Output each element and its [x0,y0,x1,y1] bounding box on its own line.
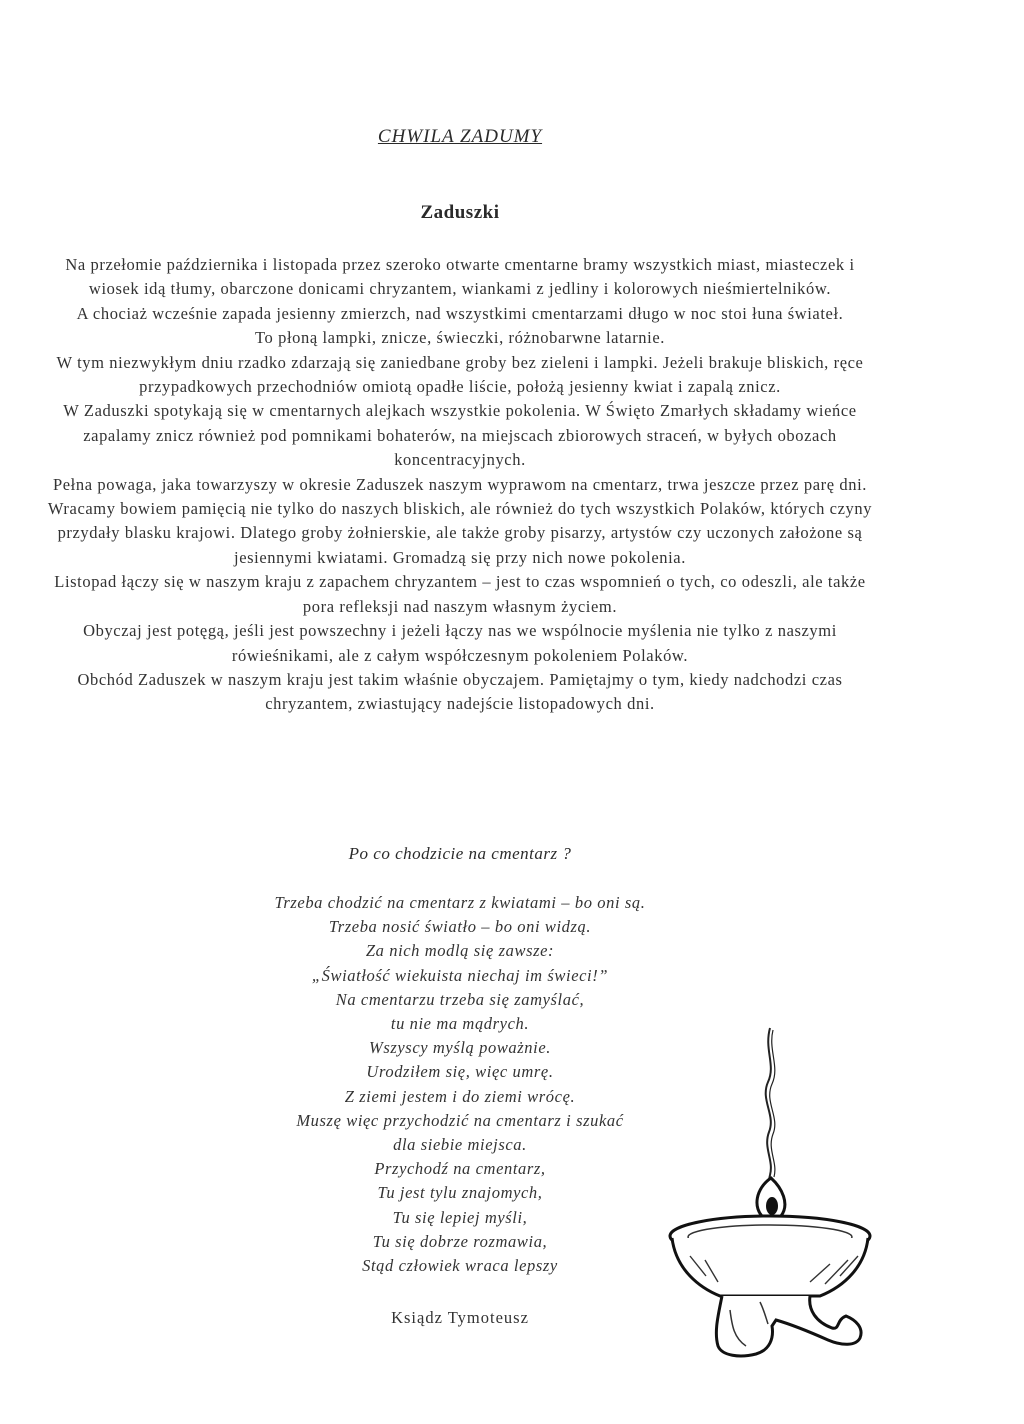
poem-line: Urodziłem się, więc umrę. [366,1062,554,1082]
poem-line: Tu jest tylu znajomych, [377,1183,543,1203]
poem-line: Tu się lepiej myśli, [392,1207,528,1227]
smoke-line-2 [770,1030,775,1177]
article-title: Zaduszki [420,202,500,223]
paragraph: Obyczaj jest potęgą, jeśli jest powszechny i jeżeli łączy nas we wspólnocie myślenia nie tylko z naszymi rówieśnikami, ale z całym współczesnym pokoleniem Polaków. [83,621,837,665]
paragraph: Listopad łączy się w naszym kraju z zapachem chryzantem – jest to czas wspomnień o tych, co odeszli, ale także pora refleksji nad naszym własnym życiem. [54,572,866,616]
paragraph: Na przełomie października i listopada przez szeroko otwarte cmentarne bramy wszystkich miast, miasteczek i wiosek idą tłumy, obarczone donicami chryzantem, wiankami z jedliny i kolorowych nieśmiertelników. [65,255,855,299]
lamp-foot [716,1296,861,1356]
poem-line: Przychodź na cmentarz, [374,1159,546,1179]
paragraph: A chociaż wcześnie zapada jesienny zmierzch, nad wszystkimi cmentarzami długo w noc stoi łuna świateł. [76,303,844,323]
article-body [45,253,875,717]
poem-line: Trzeba nosić światło – bo oni widzą. [328,917,592,937]
oil-lamp-icon [660,1020,890,1370]
section-title [0,126,920,148]
poem-title: Po co chodzicie na cmentarz ? [348,844,572,863]
paragraph: Pełna powaga, jaka towarzyszy w okresie Zaduszek naszym wyprawom na cmentarz, trwa jeszcze przez parę dni. Wracamy bowiem pamięcią nie tylko do naszych bliskich, ale również do tych wszystkich Polaków, których czyny przydały blasku krajowi. Dlatego groby żołnierskie, ale także groby pisarzy, artystów czy uczonych założone są jesiennymi kwiatami. Gromadzą się przy nich nowe pokolenia. [47,474,873,567]
paragraph: To płoną lampki, znicze, świeczki, różnobarwne latarnie. [255,328,665,348]
section-title-text: CHWILA ZADUMY [377,126,543,147]
poem-author: Ksiądz Tymoteusz [391,1308,529,1327]
poem-line: Stąd człowiek wraca lepszy [362,1256,558,1276]
paragraph: W Zaduszki spotykają się w cmentarnych alejkach wszystkie pokolenia. W Święto Zmarłych składamy wieńce zapalamy znicz również pod pomnikami bohaterów, na miejscach zbiorowych straceń, w byłych obozach koncentracyjnych. [63,401,857,470]
lamp-bowl [672,1238,868,1296]
poem-line: Muszę więc przychodzić na cmentarz i szukać [296,1110,624,1130]
poem-line: tu nie ma mądrych. [390,1014,530,1034]
poem-line: Na cmentarzu trzeba się zamyślać, [335,989,585,1009]
poem-line: Trzeba chodzić na cmentarz z kwiatami – bo oni są. [274,893,646,912]
poem-line: Z ziemi jestem i do ziemi wrócę. [344,1086,576,1106]
poem-line: „Światłość wiekuista niechaj im świeci!” [311,965,609,985]
poem-line: Wszyscy myślą poważnie. [369,1038,551,1058]
poem-line: Tu się dobrze rozmawia, [372,1231,548,1251]
paragraph: W tym niezwykłym dniu rzadko zdarzają się zaniedbane groby bez zieleni i lampki. Jeżeli brakuje bliskich, ręce przypadkowych przechodniów omiotą opadłe liście, położą jesienny kwiat i zapalą znicz. [56,352,864,397]
poem-line: dla siebie miejsca. [393,1135,527,1155]
poem-line: Za nich modlą się zawsze: [365,941,555,961]
paragraph: Obchód Zaduszek w naszym kraju jest takim właśnie obyczajem. Pamiętajmy o tym, kiedy nadchodzi czas chryzantem, zwiastujący nadejście listopadowych dni. [77,669,843,714]
